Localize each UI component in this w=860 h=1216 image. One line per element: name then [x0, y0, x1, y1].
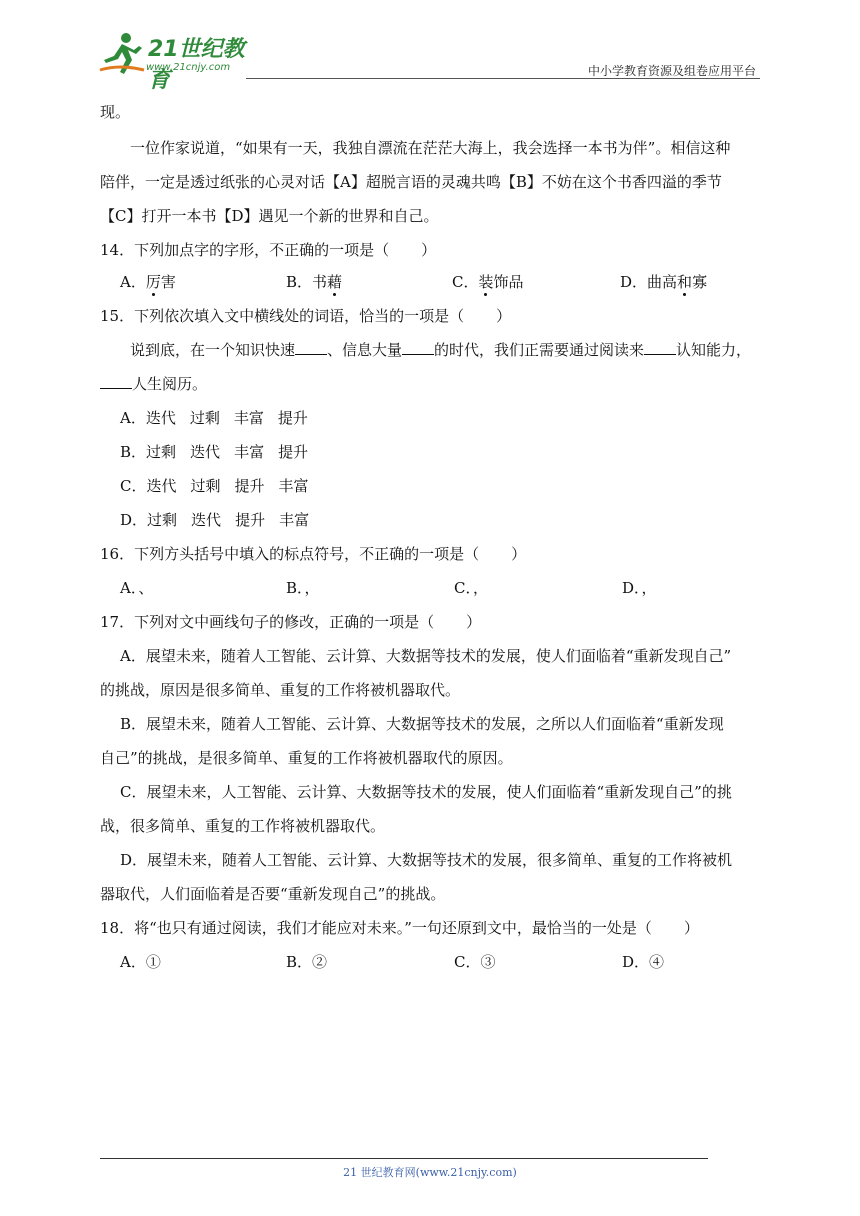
runner-logo-icon [96, 30, 148, 76]
header-divider [246, 78, 760, 79]
question-15-stem: 15．下列依次填入文中横线处的词语，恰当的一项是（ ） [100, 307, 512, 325]
question-14-stem: 14．下列加点字的字形，不正确的一项是（ ） [100, 241, 437, 259]
passage-line: 一位作家说道，“如果有一天，我独自漂流在茫茫大海上，我会选择一本书为伴”。相信这种 [130, 139, 731, 157]
q17-option-d: D．展望未来，随着人工智能、云计算、大数据等技术的发展，很多简单、重复的工作将被机 [120, 851, 733, 869]
fill-blank [402, 340, 434, 355]
fill-blank [100, 374, 132, 389]
q17-option-a: A．展望未来，随着人工智能、云计算、大数据等技术的发展，使人们面临着“重新发现自己” [120, 647, 732, 665]
fill-blank [295, 340, 327, 355]
q17-option-c: C．展望未来，人工智能、云计算、大数据等技术的发展，使人们面临着“重新发现自己”的挑 [120, 783, 732, 801]
q18-option-a: A．① [120, 953, 161, 971]
question-17-stem: 17．下列对文中画线句子的修改，正确的一项是（ ） [100, 613, 482, 631]
q16-option-a: A．、 [120, 579, 154, 597]
logo-text: 21世纪教育 [148, 37, 245, 93]
q18-option-b: B．② [286, 953, 328, 971]
page-header [96, 30, 760, 93]
site-logo [96, 30, 266, 93]
question-18-stem: 18．将“也只有通过阅读，我们才能应对未来。”一句还原到文中，最恰当的一处是（ ） [100, 919, 699, 937]
page-footer: 21 世纪教育网(www.21cnjy.com) [343, 1166, 517, 1179]
passage-line: 【C】打开一本书【D】遇见一个新的世界和自己。 [100, 207, 439, 225]
q15-option-c: C．迭代 过剩 提升 丰富 [120, 477, 309, 495]
logo-url: www.21cnjy.com [146, 62, 231, 73]
question-16-stem: 16．下列方头括号中填入的标点符号，不正确的一项是（ ） [100, 545, 527, 563]
q16-option-b: B．， [286, 579, 320, 597]
q17-option-c-cont: 战，很多简单、重复的工作将被机器取代。 [100, 817, 386, 835]
q16-option-d: D．， [622, 579, 657, 597]
footer-divider [100, 1158, 708, 1159]
q18-option-c: C．③ [454, 953, 496, 971]
q15-text-line: 人生阅历。 [100, 374, 207, 394]
q17-option-d-cont: 器取代，人们面临着是否要“重新发现自己”的挑战。 [100, 885, 446, 903]
q15-text-line: 说到底，在一个知识快速 、信息大量 的时代，我们正需要通过阅读来 认知能力， [130, 341, 752, 359]
q16-option-c: C．， [454, 579, 488, 597]
q14-option-c: C．装饰品 [452, 273, 524, 291]
q15-option-a: A．迭代 过剩 丰富 提升 [120, 409, 308, 427]
q14-option-a: A．厉害 [120, 273, 176, 291]
passage-line: 现。 [100, 103, 131, 121]
fill-blank [644, 340, 676, 355]
passage-line: 陪伴，一定是透过纸张的心灵对话【A】超脱言语的灵魂共鸣【B】不妨在这个书香四溢的季节 [100, 173, 722, 191]
q17-option-a-cont: 的挑战，原因是很多简单、重复的工作将被机器取代。 [100, 681, 461, 699]
q15-option-b: B．过剩 迭代 丰富 提升 [120, 443, 309, 461]
q14-option-d: D．曲高和寡 [620, 273, 708, 291]
q15-option-d: D．过剩 迭代 提升 丰富 [120, 511, 310, 529]
q18-option-d: D．④ [622, 953, 665, 971]
q17-option-b-cont: 自己”的挑战，是很多简单、重复的工作将被机器取代的原因。 [100, 749, 513, 767]
q17-option-b: B．展望未来，随着人工智能、云计算、大数据等技术的发展，之所以人们面临着“重新发现 [120, 715, 724, 733]
q14-option-b: B．书藉 [286, 273, 343, 291]
platform-name: 中小学教育资源及组卷应用平台 [587, 64, 756, 78]
